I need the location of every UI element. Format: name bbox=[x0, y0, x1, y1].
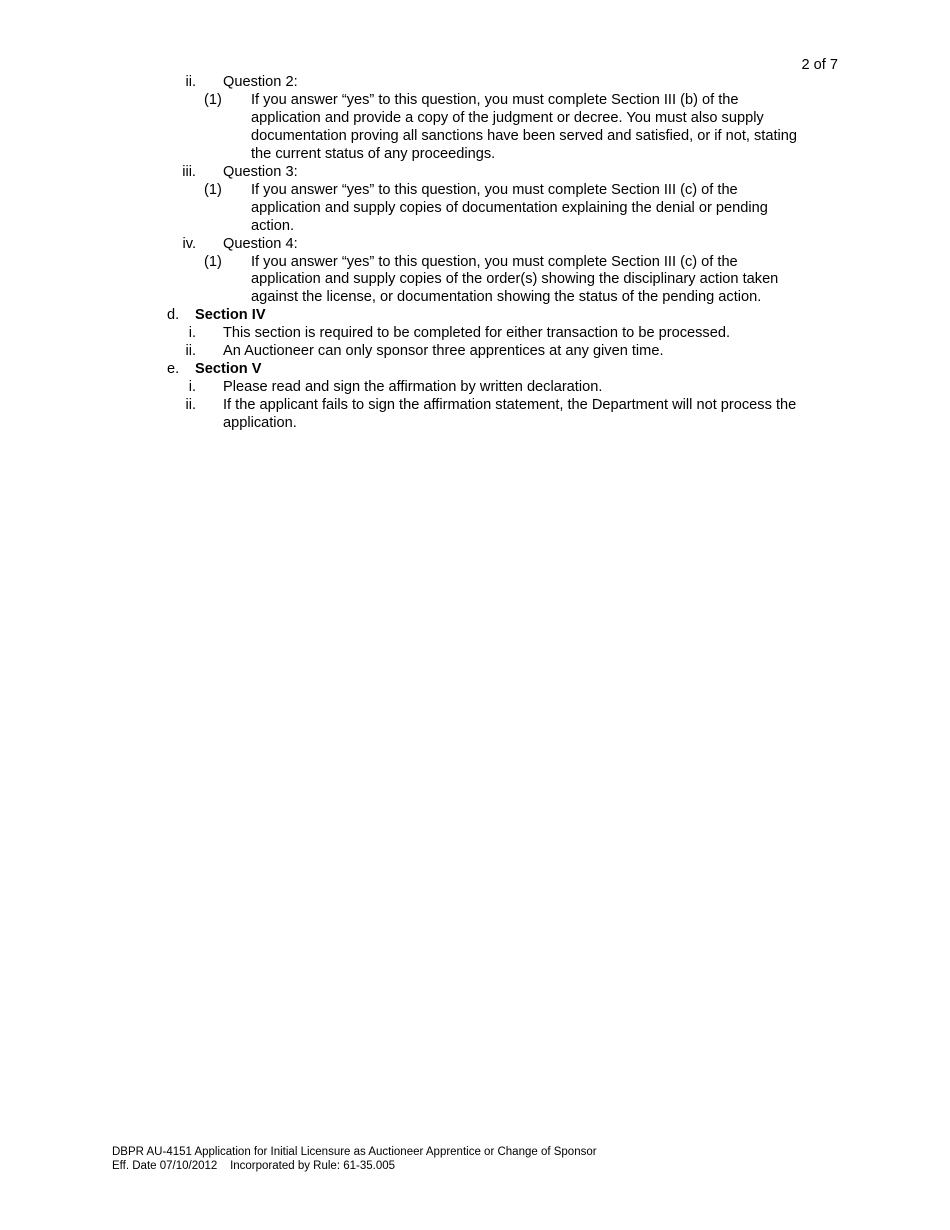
list-item-text: Question 2: bbox=[223, 74, 298, 90]
list-marker: iii. bbox=[182, 163, 196, 180]
list-marker: ii. bbox=[185, 343, 196, 360]
list-marker: (1) bbox=[204, 91, 222, 108]
list-item-text: Question 4: bbox=[223, 235, 298, 252]
list-item-text: application and supply copies of the order(s) showing the disciplinary action taken bbox=[251, 271, 779, 288]
list-item-text: If you answer “yes” to this question, you must complete Section III (c) of the bbox=[251, 181, 738, 198]
section-heading: Section V bbox=[195, 361, 262, 378]
footer-form-title: DBPR AU-4151 Application for Initial Licensure as Auctioneer Apprentice or Change of Sponsor bbox=[112, 1146, 597, 1158]
list-marker: (1) bbox=[204, 181, 222, 198]
page-number: 2 of 7 bbox=[801, 57, 838, 73]
list-item-text: Please read and sign the affirmation by written declaration. bbox=[223, 379, 603, 396]
list-marker: i. bbox=[188, 325, 196, 342]
list-item-text: If you answer “yes” to this question, you must complete Section III (c) of the bbox=[251, 253, 738, 270]
list-item-text: This section is required to be completed for either transaction to be processed. bbox=[223, 325, 730, 342]
list-item-text: application and provide a copy of the judgment or decree. You must also supply bbox=[251, 109, 764, 126]
list-item-text: application. bbox=[223, 415, 297, 432]
list-marker: e. bbox=[167, 361, 180, 378]
list-item-text: application and supply copies of documentation explaining the denial or pending bbox=[251, 199, 768, 216]
footer-effective-date: Eff. Date 07/10/2012 Incorporated by Rule: 61-35.005 bbox=[112, 1160, 396, 1172]
section-heading: Section IV bbox=[195, 307, 266, 324]
list-item-text: action. bbox=[251, 217, 294, 234]
list-marker: d. bbox=[167, 307, 180, 324]
list-marker: ii. bbox=[185, 74, 196, 90]
list-item-text: Question 3: bbox=[223, 163, 298, 180]
list-item-text: If the applicant fails to sign the affirmation statement, the Department will not process the bbox=[223, 397, 797, 414]
list-item-text: documentation proving all sanctions have been served and satisfied, or if not, stating bbox=[251, 127, 797, 144]
list-marker: iv. bbox=[182, 235, 196, 252]
list-item-text: If you answer “yes” to this question, you must complete Section III (b) of the bbox=[251, 91, 739, 108]
list-marker: ii. bbox=[185, 397, 196, 414]
list-item-text: An Auctioneer can only sponsor three apprentices at any given time. bbox=[223, 343, 664, 360]
list-item-text: the current status of any proceedings. bbox=[251, 145, 496, 162]
list-item-text: against the license, or documentation showing the status of the pending action. bbox=[251, 289, 762, 306]
list-marker: i. bbox=[188, 379, 196, 396]
list-marker: (1) bbox=[204, 253, 222, 270]
